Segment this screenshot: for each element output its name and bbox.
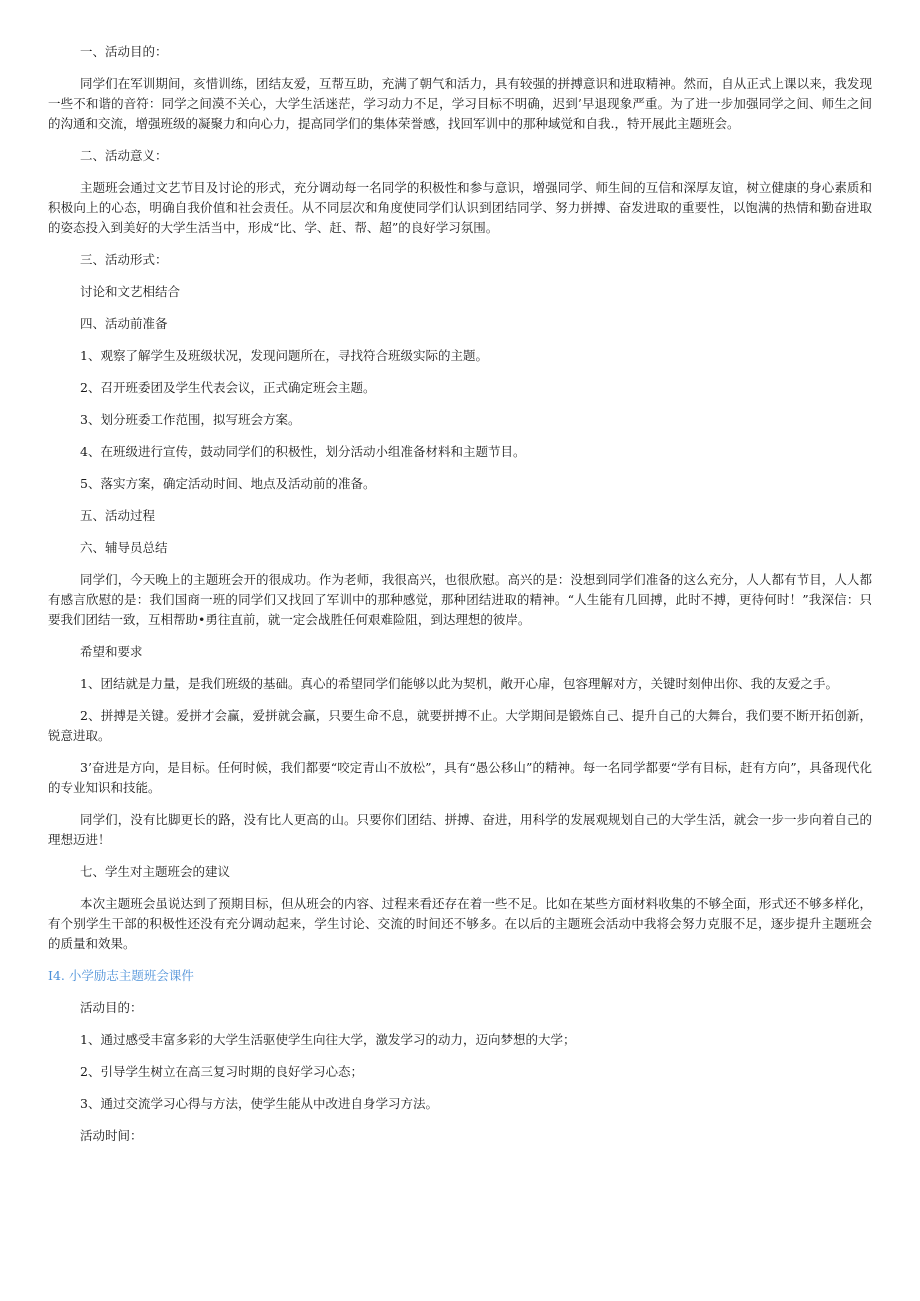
list-item-goal-1: 1、通过感受丰富多彩的大学生活驱使学生向往大学，激发学习的动力，迈向梦想的大学； xyxy=(80,1032,576,1047)
list-item-goal-2: 2、引导学生树立在高三复习时期的良好学习心态； xyxy=(80,1064,363,1079)
text-line-format: 讨论和文艺相结合 xyxy=(80,284,181,299)
paragraph-hope-2: 2、拼搏是关键。爱拼才会赢，爱拼就会赢，只要生命不息，就要拼搏不止。大学期间是锻炼自己、提升自己的大舞台，我们要不断开拓创新，锐意进取。 xyxy=(48,708,872,743)
list-item-prep-3: 3、划分班委工作范围，拟写班会方案。 xyxy=(80,412,301,427)
list-item-prep-2: 2、召开班委团及学生代表会议，正式确定班会主题。 xyxy=(80,380,376,395)
list-item-prep-4: 4、在班级进行宣传，鼓动同学们的积极性，划分活动小组准备材料和主题节目。 xyxy=(80,444,526,459)
paragraph-hope-1: 1、团结就是力量，是我们班级的基础。真心的希望同学们能够以此为契机，敞开心扉，包容理解对方，关键时刻伸出你、我的友爱之手。 xyxy=(80,676,838,691)
paragraph-closing: 同学们，没有比脚更长的路，没有比人更高的山。只要你们团结、拼搏、奋进，用科学的发展观规划自己的大学生活，就会一步一步向着自己的理想迈进！ xyxy=(48,812,872,847)
text-line-activity-time: 活动时间： xyxy=(80,1128,143,1143)
list-item-prep-5: 5、落实方案，确定活动时间、地点及活动前的准备。 xyxy=(80,476,376,491)
text-line-hopes: 希望和要求 xyxy=(80,644,143,659)
section-heading-summary: 六、辅导员总结 xyxy=(80,540,168,555)
paragraph-significance: 主题班会通过文艺节目及讨论的形式，充分调动每一名同学的积极性和参与意识，增强同学、师生间的互信和深厚友谊，树立健康的身心素质和积极向上的心态，明确自我价值和社会责任。从不同层次和角度使同学们认识到团结同学、努力拼搏、奋发进取的重要性，以饱满的热情和勤奋进取的姿态投入到美好的大学生活当中，形成“比、学、赶、帮、超”的良好学习氛围。 xyxy=(48,180,872,235)
section-heading-suggestions: 七、学生对主题班会的建议 xyxy=(80,864,231,879)
paragraph-summary: 同学们，今天晚上的主题班会开的很成功。作为老师，我很高兴，也很欣慰。高兴的是：没想到同学们准备的这么充分，人人都有节目，人人都有感言欣慰的是：我们国商一班的同学们又找回了军训中的那种感觉，那种团结进取的精神。“人生能有几回搏，此时不搏，更待何时！”我深信：只要我们团结一致，互相帮助•勇往直前，就一定会战胜任何艰难险阻，到达理想的彼岸。 xyxy=(48,572,872,627)
document-page xyxy=(48,42,872,1158)
list-item-prep-1: 1、观察了解学生及班级状况，发现问题所在，寻找符合班级实际的主题。 xyxy=(80,348,488,363)
list-item-goal-3: 3、通过交流学习心得与方法，使学生能从中改进自身学习方法。 xyxy=(80,1096,438,1111)
paragraph-purpose: 同学们在军训期间，亥惜训练，团结友爱，互帮互助，充满了朝气和活力，具有较强的拼搏意识和进取精神。然而，自从正式上课以来，我发现一些不和谐的音符：同学之间漠不关心，大学生活迷茫，学习动力不足，学习目标不明确，迟到’早退现象严重。为了进一步加强同学之间、师生之间的沟通和交流，增强班级的凝聚力和向心力，提高同学们的集体荣誉感，找回军训中的那种域觉和自我.，特开展此主题班会。 xyxy=(48,76,872,131)
paragraph-hope-3: 3’奋进是方向，是目标。任何时候，我们都要“咬定青山不放松”，具有“愚公移山”的精神。每一名同学都要“学有目标，赶有方向”，具备现代化的专业知识和技能。 xyxy=(48,760,872,795)
chapter-heading-link[interactable]: I4. 小学励志主题班会课件 xyxy=(48,968,194,983)
section-heading-format: 三、活动形式： xyxy=(80,252,168,267)
section-heading-preparation: 四、活动前准备 xyxy=(80,316,168,331)
paragraph-suggestions: 本次主题班会虽说达到了预期目标，但从班会的内容、过程来看还存在着一些不足。比如在某些方面材料收集的不够全面，形式还不够多样化，有个别学生干部的积极性还没有充分调动起来，学生讨论、交流的时间还不够多。在以后的主题班会活动中我将会努力克服不足，逐步提升主题班会的质量和效果。 xyxy=(48,896,872,951)
text-line-activity-purpose: 活动目的： xyxy=(80,1000,143,1015)
section-heading-significance: 二、活动意义： xyxy=(80,148,168,163)
section-heading-purpose: 一、活动目的： xyxy=(80,44,168,59)
section-heading-process: 五、活动过程 xyxy=(80,508,156,523)
